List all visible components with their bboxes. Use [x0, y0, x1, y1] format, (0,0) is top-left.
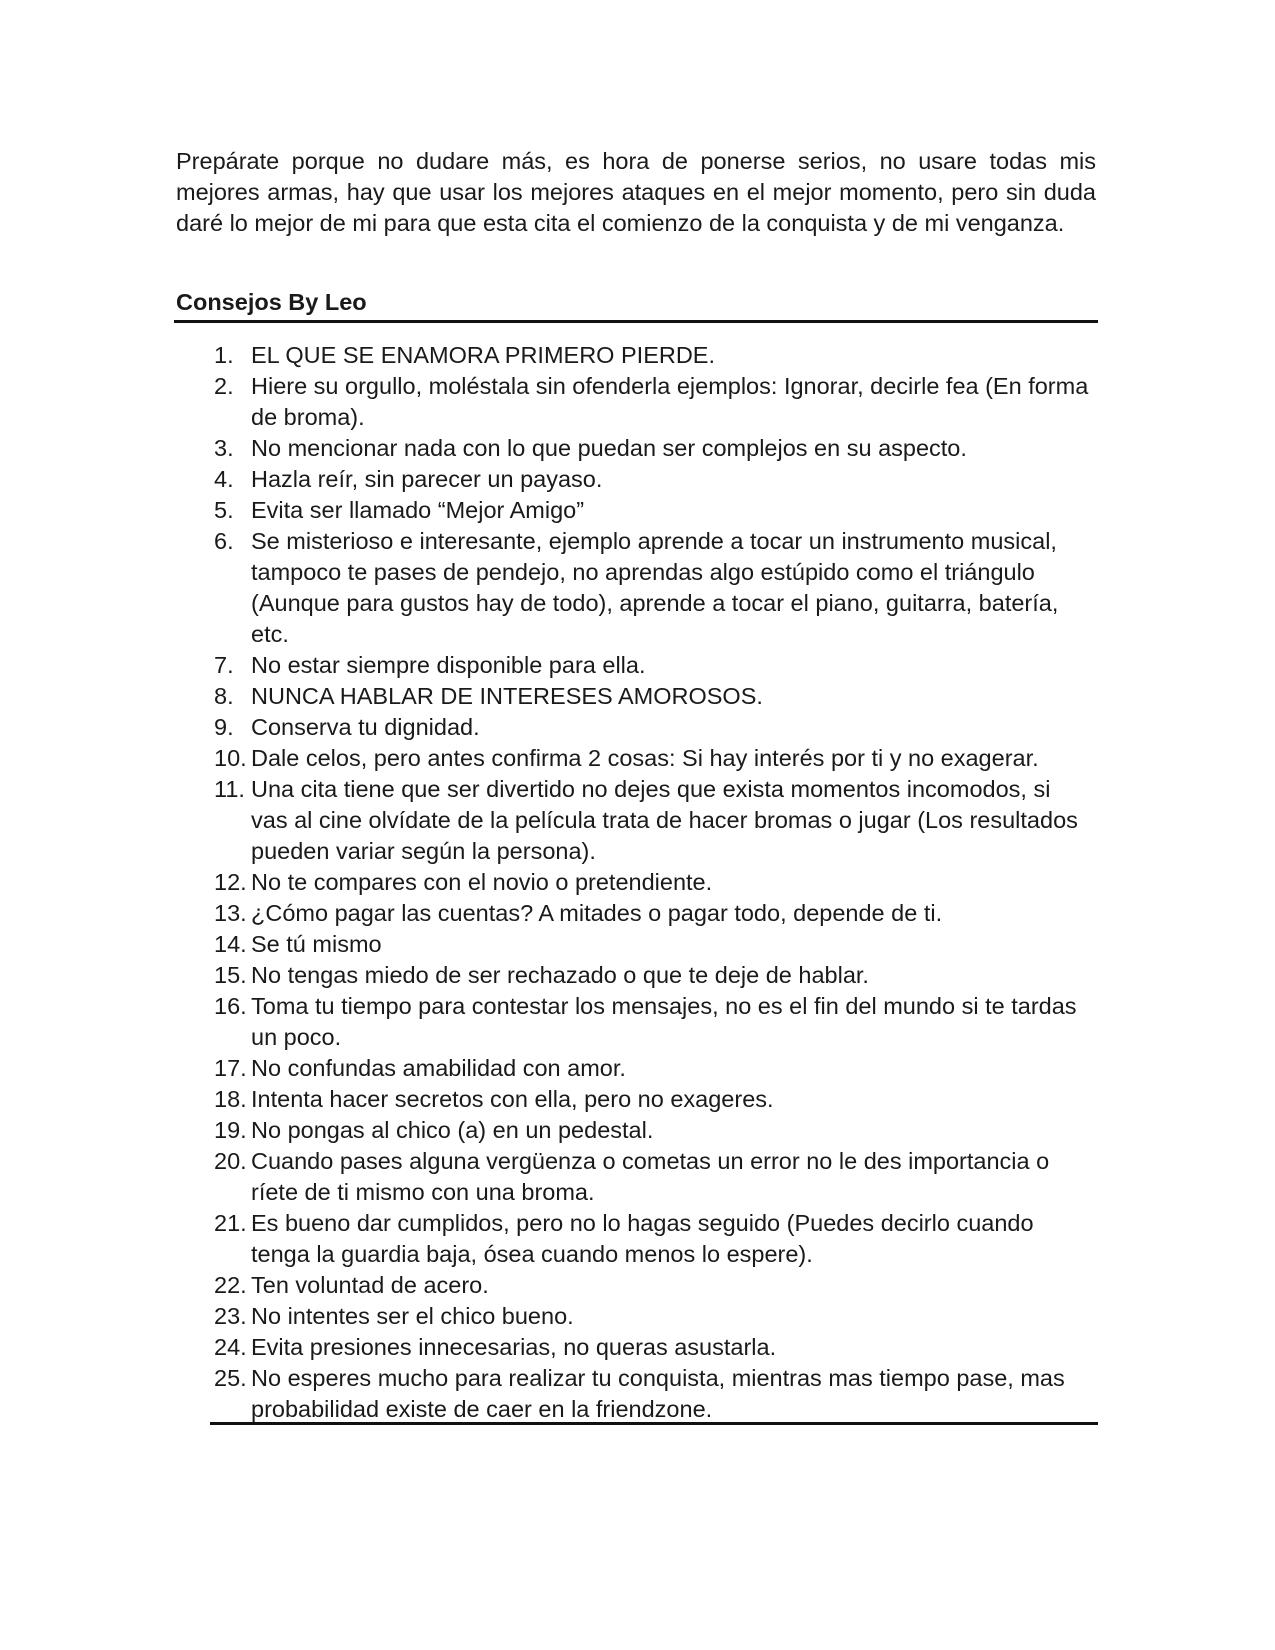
- tip-item: [210, 1270, 1090, 1301]
- tip-item: [210, 1208, 1090, 1270]
- tip-number: 17.: [214, 1055, 247, 1081]
- tip-number: 6.: [214, 528, 234, 554]
- tip-item: [210, 650, 1090, 681]
- tip-item: [210, 681, 1090, 712]
- tip-item: [210, 1053, 1090, 1084]
- list-end-rule: [210, 1422, 1098, 1425]
- tip-item: [210, 1115, 1090, 1146]
- tip-item: [210, 774, 1090, 867]
- tip-number: 21.: [214, 1210, 247, 1236]
- tip-item: [210, 960, 1090, 991]
- tip-number: 13.: [214, 900, 247, 926]
- tip-item: [210, 464, 1090, 495]
- tip-number: 11.: [214, 776, 245, 802]
- tip-text: ¿Cómo pagar las cuentas? A mitades o pagar todo, depende de ti.: [251, 900, 943, 926]
- tip-number: 15.: [214, 962, 247, 988]
- tip-item: [210, 1332, 1090, 1363]
- tip-number: 9.: [214, 714, 234, 740]
- tip-number: 14.: [214, 931, 247, 957]
- tip-item: [210, 495, 1090, 526]
- tip-number: 3.: [214, 435, 234, 461]
- tip-item: [210, 1301, 1090, 1332]
- tip-text: EL QUE SE ENAMORA PRIMERO PIERDE.: [251, 342, 716, 368]
- tip-text: Intenta hacer secretos con ella, pero no exageres.: [251, 1086, 774, 1112]
- tip-item: [210, 433, 1090, 464]
- tip-number: 4.: [214, 466, 234, 492]
- tip-text: Evita presiones innecesarias, no queras asustarla.: [251, 1334, 777, 1360]
- tip-number: 10.: [214, 745, 247, 771]
- tip-item: [210, 340, 1090, 371]
- tip-number: 16.: [214, 993, 247, 1019]
- tip-text: No mencionar nada con lo que puedan ser complejos en su aspecto.: [251, 435, 967, 461]
- tip-item: [210, 898, 1090, 929]
- tip-item: [210, 526, 1090, 650]
- tip-number: 25.: [214, 1365, 247, 1391]
- tip-text: Hazla reír, sin parecer un payaso.: [251, 466, 603, 492]
- tip-text: Dale celos, pero antes confirma 2 cosas: Si hay interés por ti y no exagerar.: [251, 745, 1039, 771]
- tip-text: No esperes mucho para realizar tu conquista, mientras mas tiempo pase, mas probabilidad existe de caer en la friendzone.: [251, 1365, 1065, 1422]
- tip-item: [210, 991, 1090, 1053]
- tip-number: 12.: [214, 869, 247, 895]
- tip-text: Hiere su orgullo, moléstala sin ofenderla ejemplos: Ignorar, decirle fea (En forma de broma).: [251, 373, 1089, 430]
- tip-number: 24.: [214, 1334, 247, 1360]
- tip-text: No intentes ser el chico bueno.: [251, 1303, 574, 1329]
- section-heading: Consejos By Leo: [176, 289, 367, 315]
- tip-number: 22.: [214, 1272, 247, 1298]
- tip-text: No tengas miedo de ser rechazado o que te deje de hablar.: [251, 962, 869, 988]
- tip-item: [210, 371, 1090, 433]
- tip-number: 1.: [214, 342, 234, 368]
- tip-item: [210, 1084, 1090, 1115]
- tip-number: 19.: [214, 1117, 247, 1143]
- tip-text: No pongas al chico (a) en un pedestal.: [251, 1117, 654, 1143]
- tip-number: 7.: [214, 652, 234, 678]
- tips-list: [210, 340, 1090, 1425]
- tip-item: [210, 1146, 1090, 1208]
- tip-text: Evita ser llamado “Mejor Amigo”: [251, 497, 585, 523]
- tip-text: Se tú mismo: [251, 931, 382, 957]
- tip-number: 5.: [214, 497, 234, 523]
- tip-number: 2.: [214, 373, 234, 399]
- tip-text: NUNCA HABLAR DE INTERESES AMOROSOS.: [251, 683, 763, 709]
- tip-text: Toma tu tiempo para contestar los mensajes, no es el fin del mundo si te tardas un poco.: [251, 993, 1077, 1050]
- tip-text: Es bueno dar cumplidos, pero no lo hagas seguido (Puedes decirlo cuando tenga la guardia baja, ósea cuando menos lo espere).: [251, 1210, 1034, 1267]
- tip-number: 23.: [214, 1303, 247, 1329]
- tip-item: [210, 1363, 1090, 1425]
- heading-underline: [174, 320, 1098, 323]
- tip-item: [210, 712, 1090, 743]
- tip-number: 8.: [214, 683, 234, 709]
- tip-text: Ten voluntad de acero.: [251, 1272, 489, 1298]
- intro-paragraph: Prepárate porque no dudare más, es hora de ponerse serios, no usare todas mis mejores armas, hay que usar los mejores ataques en el mejor momento, pero sin duda daré lo mejor de mi para que esta cita el comienzo de la conquista y de mi venganza.: [176, 148, 1096, 236]
- tip-text: No te compares con el novio o pretendiente.: [251, 869, 713, 895]
- tip-item: [210, 743, 1090, 774]
- tip-text: Cuando pases alguna vergüenza o cometas un error no le des importancia o ríete de ti mismo con una broma.: [251, 1148, 1050, 1205]
- tip-number: 20.: [214, 1148, 247, 1174]
- tip-text: Conserva tu dignidad.: [251, 714, 480, 740]
- tip-item: [210, 867, 1090, 898]
- tip-item: [210, 929, 1090, 960]
- tip-text: No estar siempre disponible para ella.: [251, 652, 646, 678]
- tip-number: 18.: [214, 1086, 247, 1112]
- tip-text: Se misterioso e interesante, ejemplo aprende a tocar un instrumento musical, tampoco te pases de pendejo, no aprendas algo estúpido como el triángulo (Aunque para gustos hay de todo), aprende a tocar el piano, guitarra, batería, etc.: [251, 528, 1059, 647]
- tip-text: No confundas amabilidad con amor.: [251, 1055, 626, 1081]
- tip-text: Una cita tiene que ser divertido no dejes que exista momentos incomodos, si vas al cine olvídate de la película trata de hacer bromas o jugar (Los resultados pueden variar según la persona).: [251, 776, 1078, 864]
